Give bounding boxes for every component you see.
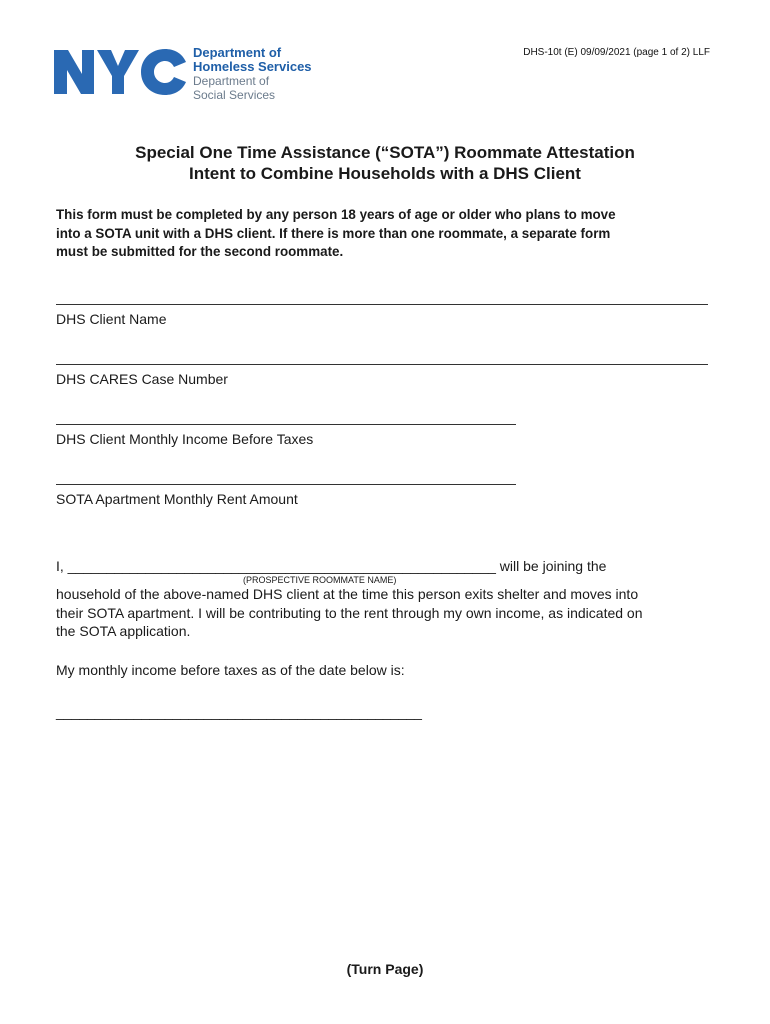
statement-line-4: the SOTA application. — [56, 623, 191, 639]
intro-line-3: must be submitted for the second roommate. — [56, 244, 344, 259]
statement-paragraph — [56, 585, 716, 641]
agency-line-4: Social Services — [193, 88, 276, 102]
agency-line-3: Department of — [193, 74, 270, 88]
roommate-name-field[interactable]: _______________________________________________________ — [67, 558, 496, 574]
form-title — [0, 142, 770, 184]
title-line-1: Special One Time Assistance (“SOTA”) Roommate Attestation — [135, 143, 635, 162]
form-id: DHS-10t (E) 09/09/2021 (page 1 of 2) LLF — [523, 47, 710, 58]
intro-paragraph — [56, 206, 716, 262]
rent-amount-field[interactable] — [56, 484, 516, 485]
income-prompt: My monthly income before taxes as of the date below is: — [56, 662, 405, 678]
statement-suffix: will be joining the — [495, 558, 607, 574]
nyc-logo — [52, 44, 192, 98]
rent-amount-label: SOTA Apartment Monthly Rent Amount — [56, 491, 298, 507]
cares-case-label: DHS CARES Case Number — [56, 371, 228, 387]
statement-line-1 — [56, 557, 716, 576]
statement-prefix: I, — [56, 558, 68, 574]
agency-name — [193, 46, 312, 102]
turn-page-note: (Turn Page) — [346, 961, 424, 977]
roommate-income-field[interactable]: _______________________________________________ — [56, 704, 422, 720]
statement-line-3: their SOTA apartment. I will be contributing to the rent through my own income, as indicated on — [56, 604, 643, 621]
title-line-2: Intent to Combine Households with a DHS Client — [189, 164, 581, 183]
agency-line-2: Homeless Services — [193, 59, 312, 74]
roommate-name-caption: (PROSPECTIVE ROOMMATE NAME) — [243, 575, 397, 585]
intro-line-1: This form must be completed by any person 18 years of age or older who plans to move — [56, 207, 616, 222]
client-name-label: DHS Client Name — [56, 311, 167, 327]
client-income-label: DHS Client Monthly Income Before Taxes — [56, 431, 314, 447]
cares-case-field[interactable] — [56, 364, 708, 365]
client-name-field[interactable] — [56, 304, 708, 305]
agency-line-1: Department of — [193, 45, 282, 60]
client-income-field[interactable] — [56, 424, 516, 425]
statement-line-2: household of the above-named DHS client at the time this person exits shelter and moves into — [56, 586, 639, 602]
intro-line-2: into a SOTA unit with a DHS client. If there is more than one roommate, a separate form — [56, 225, 611, 241]
